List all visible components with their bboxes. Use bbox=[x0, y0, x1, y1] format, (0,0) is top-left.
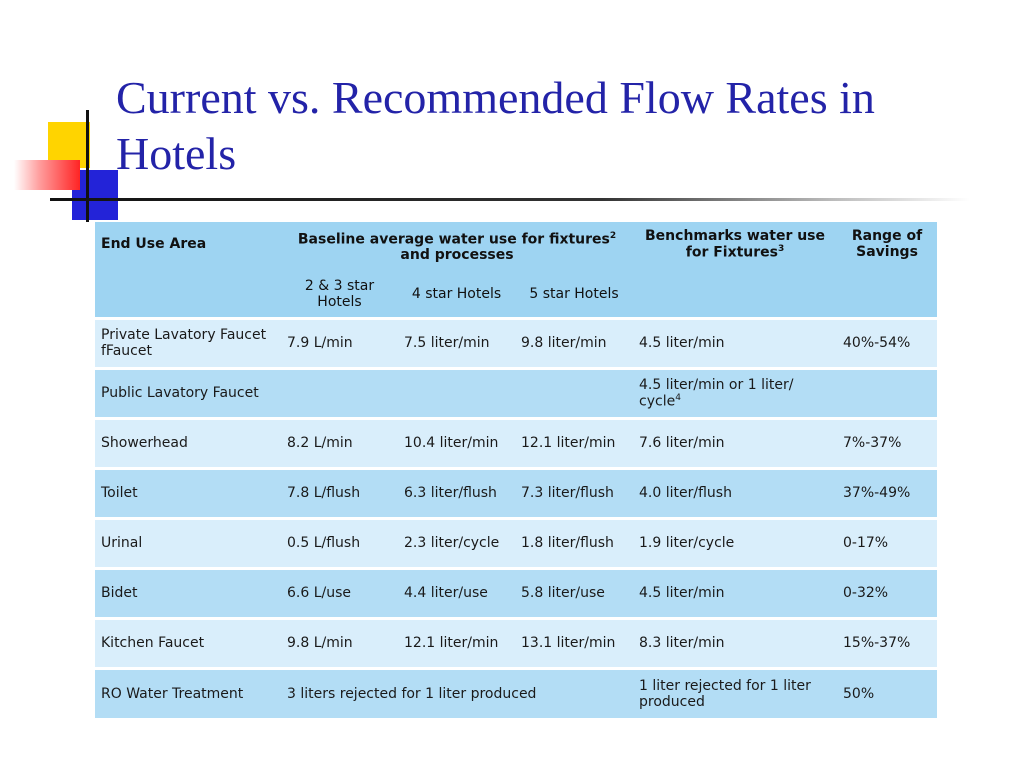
cell-benchmark: 7.6 liter/min bbox=[639, 435, 725, 451]
cell-4-star bbox=[398, 368, 515, 418]
header-baseline bbox=[281, 222, 633, 272]
flow-rates-table bbox=[95, 222, 937, 718]
header-baseline-text: Baseline average water use for fixtures bbox=[297, 231, 610, 248]
table-body bbox=[95, 318, 937, 718]
cell-benchmark: 4.5 liter/min bbox=[639, 335, 725, 351]
subheader-5-star: 5 star Hotels bbox=[529, 286, 619, 303]
header-benchmark bbox=[633, 222, 837, 318]
cell-savings: 50% bbox=[843, 685, 875, 702]
cell-savings bbox=[837, 368, 937, 418]
header-savings: Range of Savings bbox=[851, 228, 923, 260]
cell-savings: 0-32% bbox=[843, 585, 889, 601]
cell-area: Public Lavatory Faucet bbox=[101, 385, 259, 401]
cell-5-star: 13.1 liter/min bbox=[521, 635, 616, 651]
header-row bbox=[95, 222, 937, 272]
cell-baseline-merged: 3 liters rejected for 1 liter produced bbox=[287, 685, 537, 702]
cell-area: Private Lavatory Faucet fFaucet bbox=[101, 327, 267, 359]
decor-red-bar bbox=[14, 160, 80, 190]
cell-2-3-star: 6.6 L/use bbox=[287, 585, 352, 601]
cell-area: Urinal bbox=[101, 535, 143, 551]
cell-area: Toilet bbox=[101, 485, 138, 501]
cell-benchmark: 4.0 liter/flush bbox=[639, 485, 732, 501]
table-row bbox=[95, 668, 937, 718]
header-benchmark-text: Benchmarks water use for Fixtures bbox=[645, 228, 826, 261]
header-benchmark-footnote: 3 bbox=[778, 244, 785, 254]
cell-5-star: 9.8 liter/min bbox=[521, 335, 607, 351]
cell-2-3-star bbox=[281, 368, 398, 418]
cell-area: Bidet bbox=[101, 585, 138, 601]
table-row bbox=[95, 368, 937, 418]
table-row bbox=[95, 468, 937, 518]
cell-5-star bbox=[515, 368, 633, 418]
cell-benchmark: 8.3 liter/min bbox=[639, 635, 725, 651]
cell-area: Kitchen Faucet bbox=[101, 635, 205, 651]
cell-4-star: 4.4 liter/use bbox=[404, 585, 488, 601]
cell-benchmark bbox=[633, 368, 837, 418]
cell-benchmark: 4.5 liter/min bbox=[639, 585, 725, 601]
cell-5-star: 1.8 liter/flush bbox=[521, 535, 614, 551]
cell-2-3-star: 7.8 L/flush bbox=[287, 485, 361, 501]
cell-4-star: 6.3 liter/flush bbox=[404, 485, 497, 501]
cell-savings: 37%-49% bbox=[843, 485, 911, 501]
cell-savings: 0-17% bbox=[843, 535, 889, 551]
header-baseline-tail: and processes bbox=[400, 247, 514, 264]
cell-savings: 7%-37% bbox=[843, 435, 902, 451]
header-baseline-footnote: 2 bbox=[609, 230, 617, 241]
subheader-2-3-star: 2 & 3 star Hotels bbox=[304, 278, 375, 311]
cell-2-3-star: 8.2 L/min bbox=[287, 435, 353, 451]
cell-2-3-star: 9.8 L/min bbox=[287, 635, 353, 651]
table-row bbox=[95, 518, 937, 568]
cell-4-star: 12.1 liter/min bbox=[404, 635, 499, 651]
table-row bbox=[95, 568, 937, 618]
slide-title: Current vs. Recommended Flow Rates in Hotels bbox=[116, 72, 875, 179]
cell-4-star: 2.3 liter/cycle bbox=[404, 535, 500, 551]
cell-benchmark: 1.9 liter/cycle bbox=[639, 535, 735, 551]
cell-area: Showerhead bbox=[101, 435, 188, 451]
cell-benchmark-footnote: 4 bbox=[675, 392, 681, 403]
cell-4-star: 7.5 liter/min bbox=[404, 335, 490, 351]
cell-2-3-star: 0.5 L/flush bbox=[287, 535, 361, 551]
decor-vertical-line bbox=[86, 110, 89, 222]
cell-savings: 15%-37% bbox=[843, 635, 911, 651]
cell-4-star: 10.4 liter/min bbox=[404, 435, 499, 451]
table-row bbox=[95, 318, 937, 368]
decor-horizontal-line bbox=[50, 198, 970, 201]
cell-5-star: 7.3 liter/flush bbox=[521, 485, 614, 501]
cell-benchmark: 1 liter rejected for 1 liter produced bbox=[639, 677, 811, 710]
table-row bbox=[95, 418, 937, 468]
cell-5-star: 5.8 liter/use bbox=[521, 585, 605, 601]
cell-2-3-star: 7.9 L/min bbox=[287, 335, 353, 351]
subheader-4-star: 4 star Hotels bbox=[411, 286, 502, 303]
table-row bbox=[95, 618, 937, 668]
cell-area: RO Water Treatment bbox=[101, 685, 244, 702]
table-header bbox=[95, 222, 937, 318]
header-end-use: End Use Area bbox=[101, 236, 207, 252]
cell-5-star: 12.1 liter/min bbox=[521, 435, 616, 451]
cell-savings: 40%-54% bbox=[843, 335, 911, 351]
cell-benchmark-text: 4.5 liter/min or 1 liter/ cycle bbox=[639, 376, 794, 410]
